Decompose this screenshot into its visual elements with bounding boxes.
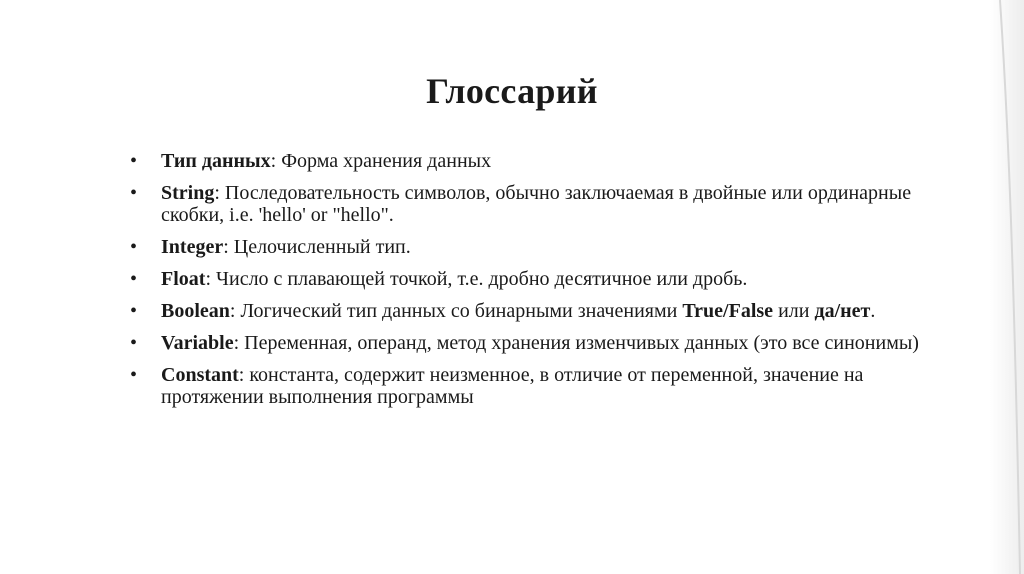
boolean-values-english: True/False bbox=[682, 300, 774, 322]
term-description-end: . bbox=[870, 300, 876, 322]
glossary-item-constant bbox=[120, 364, 920, 408]
term-name: String bbox=[161, 182, 215, 204]
glossary-item-string bbox=[120, 182, 920, 226]
term-name: Boolean bbox=[161, 300, 230, 322]
bullet-icon: • bbox=[130, 332, 138, 354]
term-description: : Переменная, операнд, метод хранения изменчивых данных (это все синонимы) bbox=[233, 332, 919, 354]
term-description: : Логический тип данных со бинарными значениями bbox=[229, 300, 683, 322]
bullet-icon: • bbox=[130, 182, 138, 204]
term-name: Тип данных bbox=[161, 150, 271, 172]
term-description: : Целочисленный тип. bbox=[223, 236, 411, 258]
bullet-icon: • bbox=[130, 364, 138, 386]
glossary-item-integer bbox=[120, 236, 920, 258]
bullet-icon: • bbox=[130, 236, 138, 258]
term-description: : константа, содержит неизменное, в отличие от переменной, значение на протяжении выполнения программы bbox=[161, 364, 864, 408]
glossary-item-float bbox=[120, 268, 920, 290]
bullet-icon: • bbox=[130, 268, 138, 290]
bullet-icon: • bbox=[130, 150, 138, 172]
term-description: : Последовательность символов, обычно заключаемая в двойные или ординарные скобки, i.e. 'hello' or "hello". bbox=[161, 182, 912, 226]
term-name: Constant bbox=[161, 364, 239, 386]
term-description-connector: или bbox=[773, 300, 815, 322]
term-name: Float bbox=[161, 268, 206, 290]
glossary-item-variable bbox=[120, 332, 920, 354]
glossary-item-data-type bbox=[120, 150, 920, 172]
bullet-icon: • bbox=[130, 300, 138, 322]
glossary-list bbox=[120, 150, 920, 418]
term-description: : Число с плавающей точкой, т.е. дробно десятичное или дробь. bbox=[205, 268, 748, 290]
slide-title: Глоссарий bbox=[426, 71, 598, 112]
term-name: Integer bbox=[161, 236, 224, 258]
boolean-values-russian: да/нет bbox=[814, 300, 871, 322]
term-name: Variable bbox=[161, 332, 234, 354]
term-description: : Форма хранения данных bbox=[270, 150, 492, 172]
glossary-item-boolean bbox=[120, 300, 920, 322]
